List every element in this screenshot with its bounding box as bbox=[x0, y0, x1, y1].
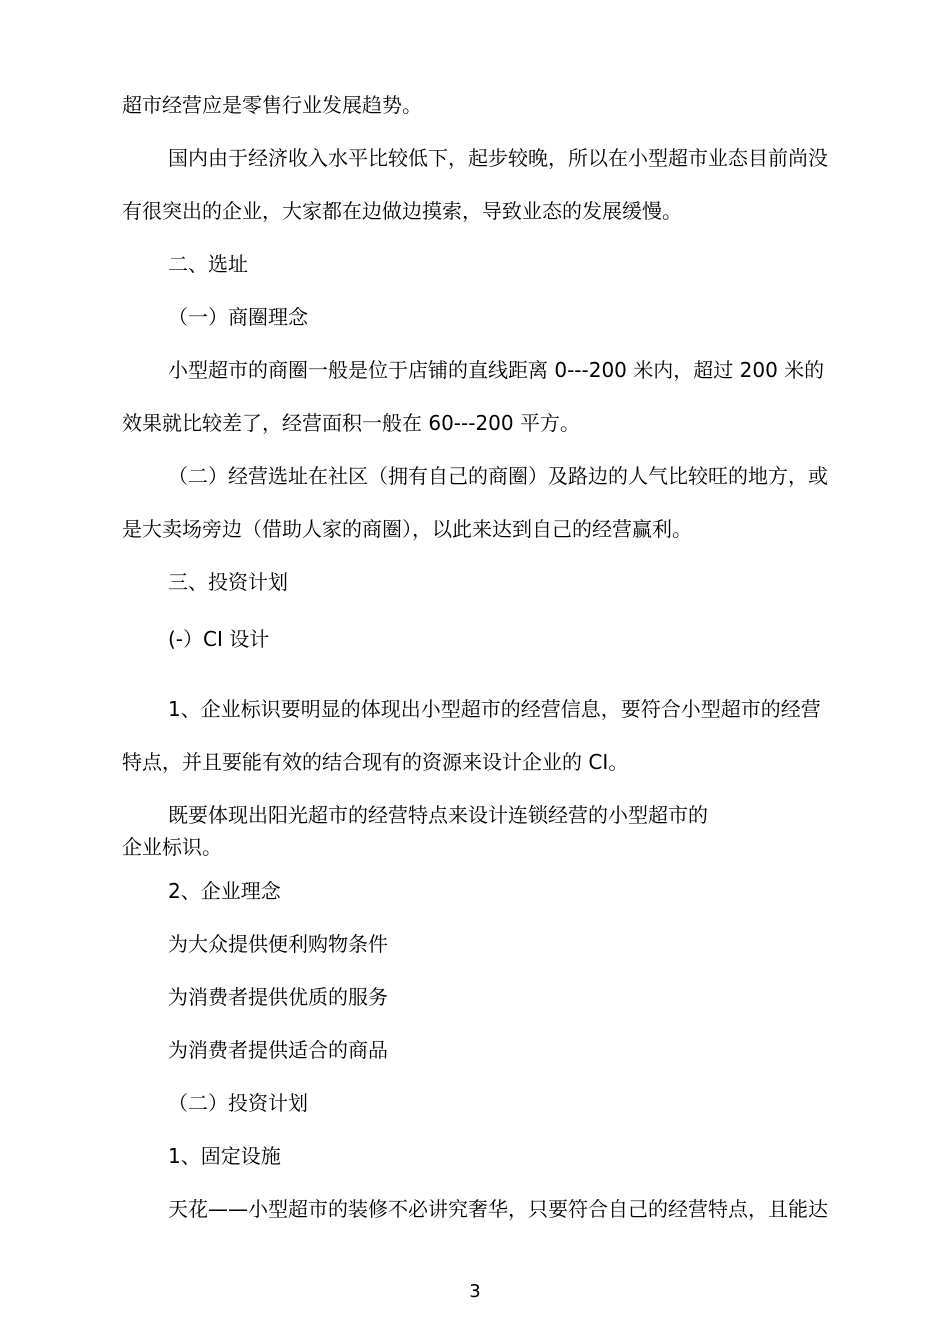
subsection-heading: (-）CI 设计 bbox=[168, 627, 270, 651]
subsection-heading: （二）投资计划 bbox=[168, 1091, 308, 1115]
text-line: 为消费者提供适合的商品 bbox=[168, 1038, 388, 1062]
subsection-heading: 1、固定设施 bbox=[168, 1144, 281, 1168]
text-line: 超市经营应是零售行业发展趋势。 bbox=[122, 93, 422, 117]
subsection-heading: （一）商圈理念 bbox=[168, 305, 308, 329]
text-line: 小型超市的商圈一般是位于店铺的直线距离 0---200 米内，超过 200 米的 bbox=[168, 358, 825, 382]
text-line: 为消费者提供优质的服务 bbox=[168, 985, 388, 1009]
text-line: 特点，并且要能有效的结合现有的资源来设计企业的 CI。 bbox=[122, 750, 629, 774]
text-line: 企业标识。 bbox=[122, 835, 222, 859]
section-heading: 三、投资计划 bbox=[168, 570, 288, 594]
text-line: 既要体现出阳光超市的经营特点来设计连锁经营的小型超市的 bbox=[168, 803, 708, 827]
text-line: 为大众提供便利购物条件 bbox=[168, 932, 388, 956]
text-line: （二）经营选址在社区（拥有自己的商圈）及路边的人气比较旺的地方，或 bbox=[168, 464, 828, 488]
text-line: 有很突出的企业，大家都在边做边摸索，导致业态的发展缓慢。 bbox=[122, 199, 682, 223]
text-line: 是大卖场旁边（借助人家的商圈），以此来达到自己的经营赢利。 bbox=[122, 517, 692, 541]
text-line: 效果就比较差了，经营面积一般在 60---200 平方。 bbox=[122, 411, 580, 435]
page-number: 3 bbox=[469, 1281, 481, 1302]
subsection-heading: 2、企业理念 bbox=[168, 879, 281, 903]
text-line: 国内由于经济收入水平比较低下，起步较晚，所以在小型超市业态目前尚没 bbox=[168, 146, 828, 170]
text-line: 天花——小型超市的装修不必讲究奢华，只要符合自己的经营特点，且能达 bbox=[168, 1197, 828, 1221]
section-heading: 二、选址 bbox=[168, 252, 248, 276]
text-line: 1、企业标识要明显的体现出小型超市的经营信息，要符合小型超市的经营 bbox=[168, 697, 821, 721]
